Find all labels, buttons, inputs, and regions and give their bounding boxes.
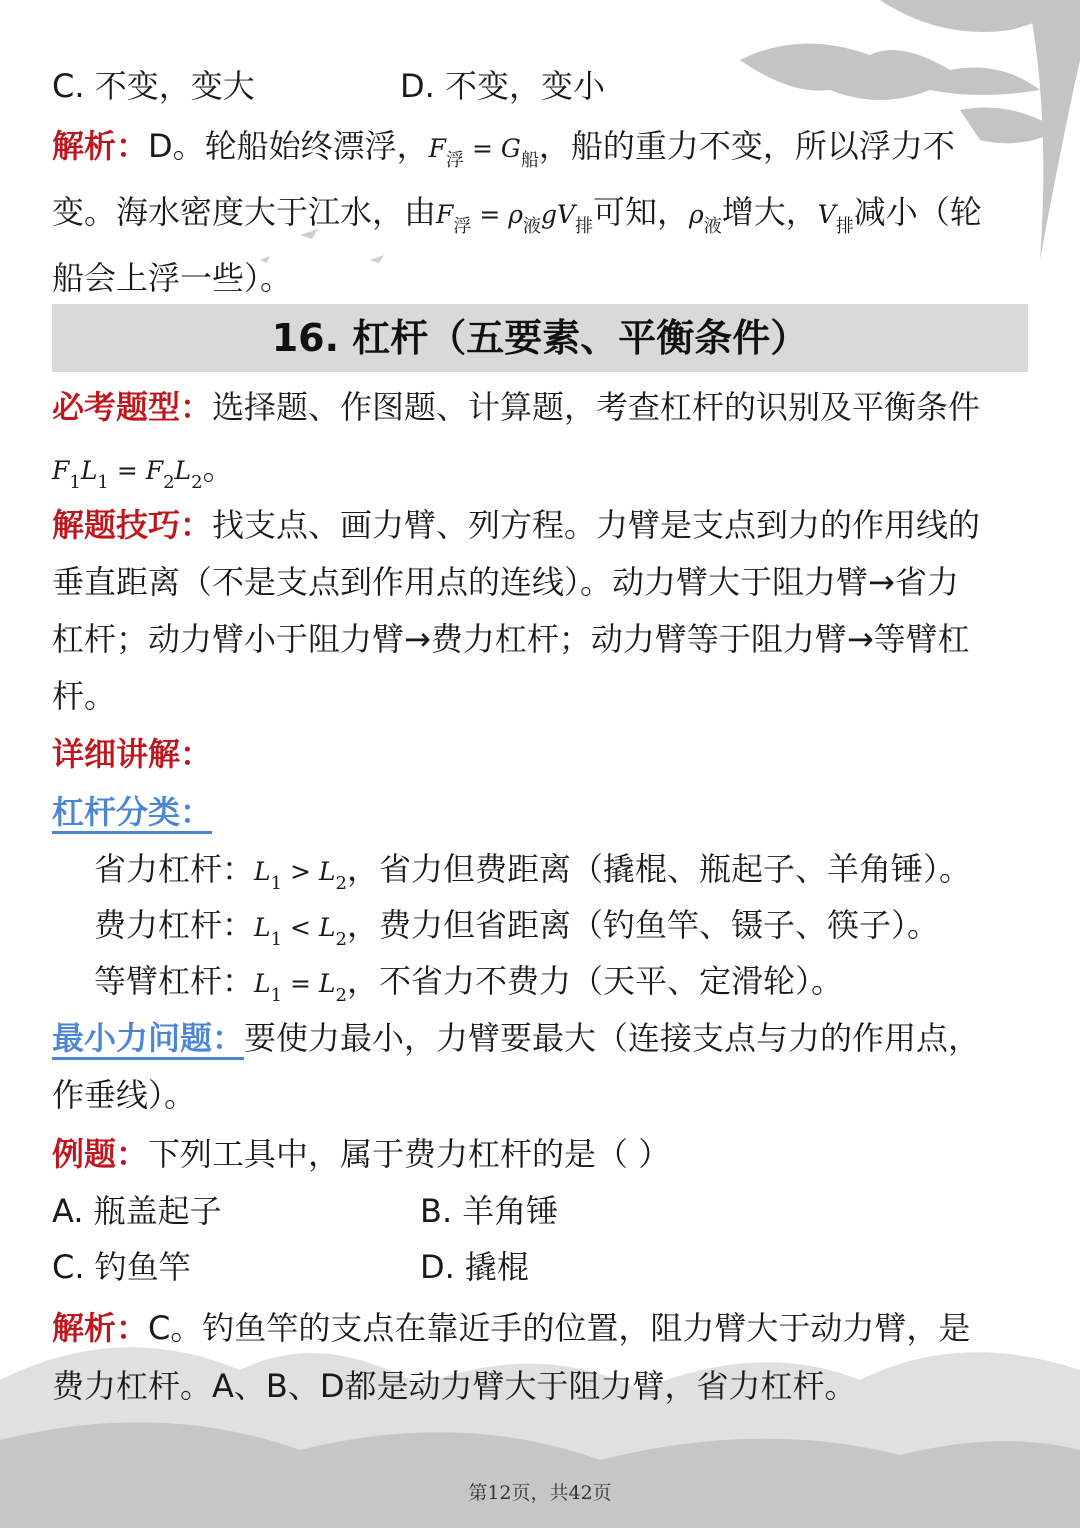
prev-option-c: C. 不变，变大	[52, 67, 255, 105]
answer-label: 解析：	[52, 1309, 149, 1347]
min-force-line-2: 作垂线）。	[52, 1076, 197, 1114]
tips-line-2: 垂直距离（不是支点到作用点的连线）。动力臂大于阻力臂→省力	[52, 563, 959, 601]
tips-line-4: 杆。	[52, 677, 117, 715]
class-labor-costing: 费力杠杆：$L_1 < L_2$，费力但省距离（钓鱼竿、镊子、筷子）。	[94, 906, 940, 950]
option-b: B. 羊角锤	[420, 1192, 559, 1230]
must-test-line-1: 必考题型：选择题、作图题、计算题，考查杠杆的识别及平衡条件	[52, 388, 981, 426]
prev-options-row	[52, 66, 1028, 106]
tips-line-1: 解题技巧：找支点、画力臂、列方程。力臂是支点到力的作用线的	[52, 506, 981, 544]
must-test-label: 必考题型：	[52, 388, 213, 426]
answer-line-1: 解析：C。钓鱼竿的支点在靠近手的位置，阻力臂大于动力臂，是	[52, 1309, 971, 1347]
detail-heading	[52, 734, 1028, 774]
classify-heading	[52, 792, 1028, 832]
option-a: A. 瓶盖起子	[52, 1192, 222, 1230]
option-c: C. 钓鱼竿	[52, 1248, 191, 1286]
example-options-row-1	[52, 1191, 1028, 1231]
class-labor-saving: 省力杠杆：$L_1 > L_2$，省力但费距离（撬棍、瓶起子、羊角锤）。	[94, 850, 972, 894]
class-equal-arm: 等臂杠杆：$L_1 = L_2$，不省力不费力（天平、定滑轮）。	[94, 962, 844, 1006]
tips-line-3: 杠杆；动力臂小于阻力臂→费力杠杆；动力臂等于阻力臂→等臂杠	[52, 620, 970, 658]
buoyancy-equals-weight-formula: $F_浮 = G_船$	[428, 134, 539, 171]
must-test-line-2: $F_1L_1 = F_2L_2$。	[52, 449, 235, 493]
answer-line-2: 费力杠杆。A、B、D都是动力臂大于阻力臂，省力杠杆。	[52, 1367, 857, 1405]
prev-analysis-line-3: 船会上浮一些）。	[52, 259, 293, 297]
prev-option-d: D. 不变，变小	[400, 67, 605, 105]
option-d: D. 撬棍	[420, 1248, 529, 1286]
page-footer: 第12页，共42页	[468, 1482, 612, 1504]
balance-condition-formula: $F_1L_1 = F_2L_2$	[52, 456, 203, 493]
min-force-line-1: 最小力问题：要使力最小，力臂要最大（连接支点与力的作用点，	[52, 1018, 1028, 1058]
detail-label: 详细讲解：	[52, 735, 213, 773]
prev-analysis-text: D。轮船始终漂浮，	[148, 127, 429, 165]
prev-analysis-line-1: 解析：D。轮船始终漂浮，$F_浮 = G_船$，船的重力不变，所以浮力不	[52, 127, 955, 171]
example-question: 例题：下列工具中，属于费力杠杆的是（ ）	[52, 1135, 671, 1173]
section-title: 16. 杠杆（五要素、平衡条件）	[52, 304, 1028, 372]
tips-label: 解题技巧：	[52, 506, 213, 544]
example-label: 例题：	[52, 1135, 149, 1173]
example-options-row-2	[52, 1247, 1028, 1287]
archimedes-formula: $F_浮 = \rho_液gV_排$	[436, 200, 593, 237]
min-force-label: 最小力问题：	[52, 1019, 244, 1060]
prev-analysis-line-2: 变。海水密度大于江水，由$F_浮 = \rho_液gV_排$可知，$\rho_液$增大，$V_排$减小（轮	[52, 193, 982, 237]
classify-label: 杠杆分类：	[52, 793, 212, 834]
prev-analysis-label: 解析：	[52, 127, 149, 165]
